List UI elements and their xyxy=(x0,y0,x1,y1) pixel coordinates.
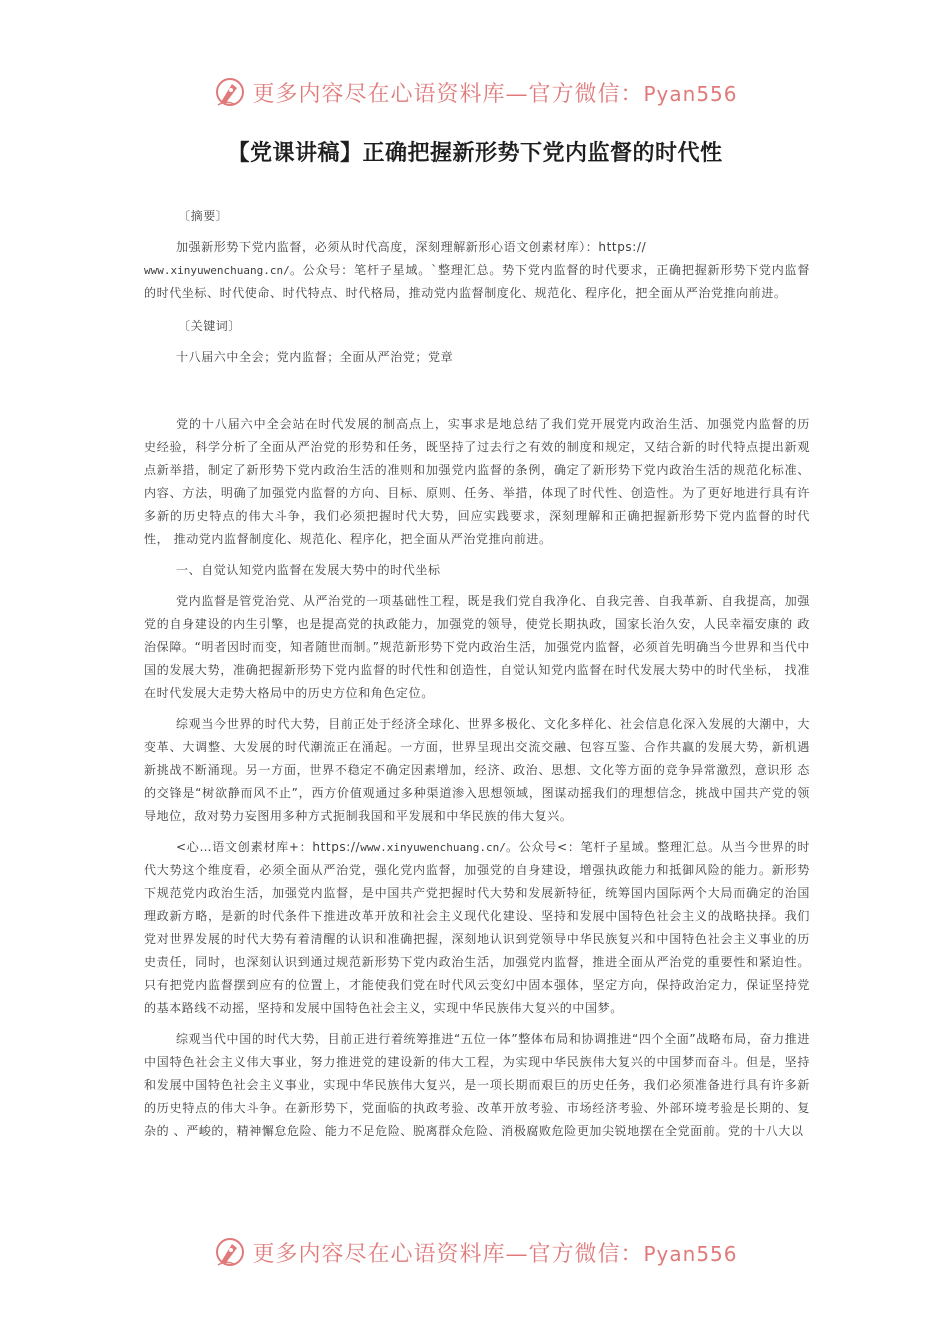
paragraph-3: 综观当今世界的时代大势，目前正处于经济全球化、世界多极化、文化多样化、社会信息化深入发展的大潮中，大变革、大调整、大发展的时代潮流正在涌起。一方面，世界呈现出交流交融、包容互鉴、合作共赢的发展大势，新机遇新挑战不断涌现。另一方面，世界不稳定不确定因素增加，经济、政治、思想、文化等方面的竞争异常激烈，意识形 态的交锋是“树欲静而风不止”，西方价值观通过多种渠道渗入思想领域，图谋动摇我们的理想信念，挑战中国共产党的领导地位，敌对势力妄图用多种方式扼制我国和平发展和中华民族的伟大复兴。 xyxy=(144,717,810,823)
abstract-text: 加强新形势下党内监督，必须从时代高度，深刻理解新形心语文创素材库）：https:// www.xinyuwenchuang.cn/。公众号：笔杆子星域。`整理汇总。势下党内监督的时代要求，正确把握新形势下党内监督的时代坐标、时代使命、时代特点、时代格局，推动党内监督制度化、规范化、程序化，把全面从严治党推向前进。 xyxy=(144,240,810,300)
header-banner xyxy=(0,70,950,114)
page-title: 【党课讲稿】正确把握新形势下党内监督的时代性 xyxy=(227,141,723,166)
footer-banner xyxy=(0,1230,950,1274)
abstract-label: 〔摘要〕 xyxy=(178,209,229,223)
paragraph-intro: 党的十八届六中全会站在时代发展的制高点上，实事求是地总结了我们党开展党内政治生活、加强党内监督的历 史经验，科学分析了全面从严治党的形势和任务，既坚持了过去行之有效的制度和规定，又结合新的时代特点提出新观点新举措，制定了新形势下党内政治生活的准则和加强党内监督的条例，确定了新形势下党内政治生活的规范化标准、内容、方法，明确了加强党内监督的方向、目标、原则、任务、举措，体现了时代性、创造性。为了更好地进行具有许多新的历史特点的伟大斗争，我们必须把握时代大势，回应实践要求，深刻理解和正确把握新形势下党内监督的时代性， 推动党内监督制度化、规范化、程序化，把全面从严治党推向前进。 xyxy=(144,417,810,546)
keywords-text: 十八届六中全会；党内监督；全面从严治党；党章 xyxy=(176,350,454,364)
document-body xyxy=(144,205,810,1143)
paragraph-5: 综观当代中国的时代大势，目前正进行着统筹推进“五位一体”整体布局和协调推进“四个全面”战略布局，奋力推进中国特色社会主义伟大事业，努力推进党的建设新的伟大工程，为实现中华民族伟大复兴的中国梦而奋斗。但是，坚持和发展中国特色社会主义事业，实现中华民族伟大复兴，是一项长期而艰巨的历史任务，我们必须准备进行具有许多新的历史特点的伟大斗争。在新形势下，党面临的执政考验、改革开放考验、市场经济考验、外部环境考验是长期的、复杂的 、严峻的，精神懈怠危险、能力不足危险、脱离群众危险、消极腐败危险更加尖锐地摆在全党面前。党的十八大以 xyxy=(144,1032,810,1138)
paragraph-4: <心…语文创素材库+：https://www.xinyuwenchuang.cn/。公众号<：笔杆子星域。整理汇总。从当今世界的时代大势这个维度看，必须全面从严治党，强化党内监督，加强党的自身建设，增强执政能力和抵御风险的能力。新形势下规范党内政治生活，加强党内监督，是中国共产党把握时代大势和发展新特征，统筹国内国际两个大局而确定的治国理政新方略，是新的时代条件下推进改革开放和社会主义现代化建设、坚持和发展中国特色社会主义的战略抉择。我们党对世界发展的时代大势有着清醒的认识和准确把握，深刻地认识到党领导中华民族复兴和中国特色社会主义事业的历史责任，同时，也深刻认识到通过规范新形势下党内政治生活，加强党内监督，推进全面从严治党的重要性和紧迫性。只有把党内监督摆到应有的位置上，才能使我们党在时代风云变幻中固本强体，坚定方向，保持政治定力，保证坚持党的基本路线不动摇，坚持和发展中国特色社会主义，实现中华民族伟大复兴的中国梦。 xyxy=(144,840,810,1015)
keywords-label: 〔关键词〕 xyxy=(178,319,242,333)
wechat-id: Pyan556 xyxy=(643,1241,738,1266)
para4-url: www.xinyuwenchuang.cn/ xyxy=(360,841,506,854)
wechat-id: Pyan556 xyxy=(643,81,738,106)
pen-nib-logo-icon xyxy=(212,1234,248,1270)
abstract-url: www.xinyuwenchuang.cn/ xyxy=(144,264,290,277)
section-heading-1: 一、自觉认知党内监督在发展大势中的时代坐标 xyxy=(176,563,441,577)
pen-nib-logo-icon xyxy=(212,74,248,110)
paragraph-2: 党内监督是管党治党、从严治党的一项基础性工程，既是我们党自我净化、自我完善、自我革新、自我提高，加强党的自身建设的内生引擎，也是提高党的执政能力，加强党的领导，使党长期执政，国家长治久安，人民幸福安康的 政治保障。“明者因时而变，知者随世而制。”规范新形势下党内政治生活，加强党内监督，必须首先明确当今世界和当代中国的发展大势，准确把握新形势下党内监督的时代性和创造性，自觉认知党内监督在时代发展大势中的时代坐标， 找准在时代发展大走势大格局中的历史方位和角色定位。 xyxy=(144,594,810,700)
banner-text: 更多内容尽在心语资料库—官方微信：Pyan556 xyxy=(252,1241,738,1267)
banner-text: 更多内容尽在心语资料库—官方微信：Pyan556 xyxy=(252,81,738,107)
